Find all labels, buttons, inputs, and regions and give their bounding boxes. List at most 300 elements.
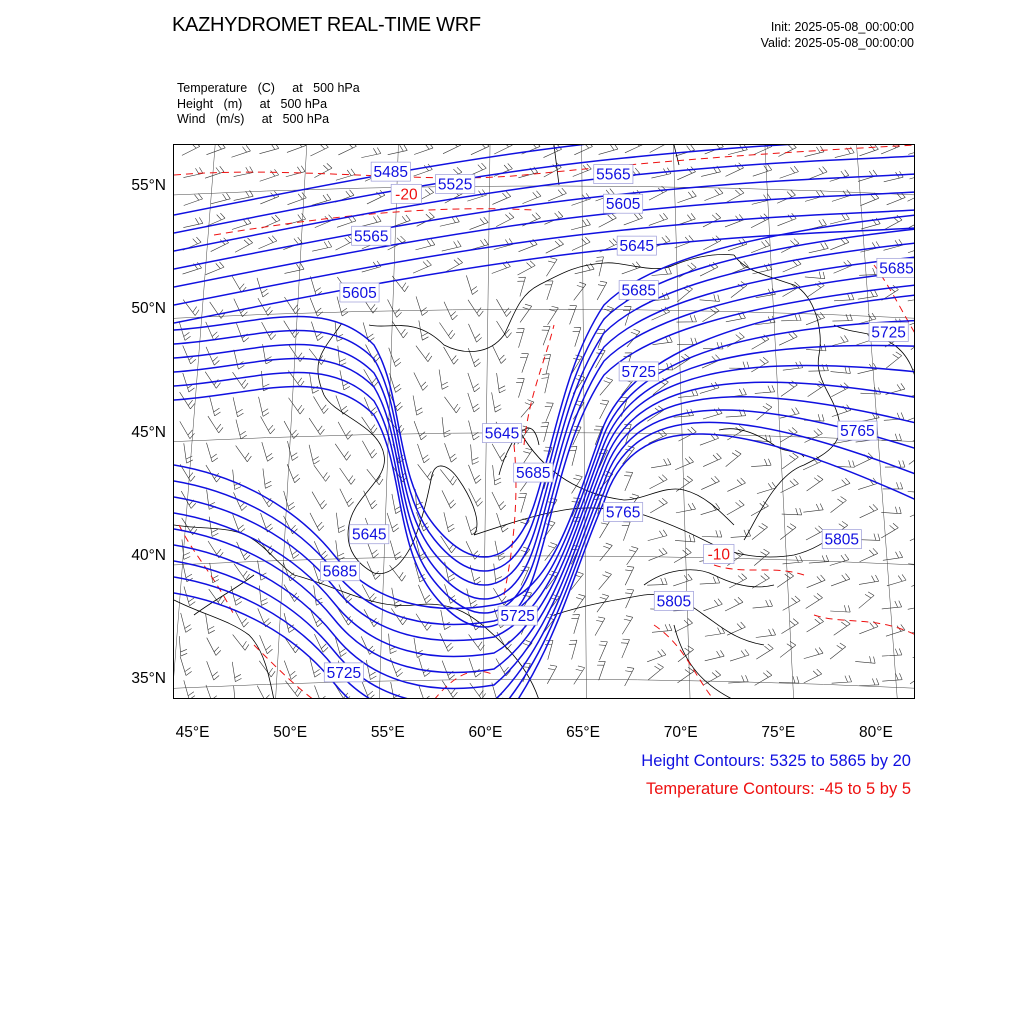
wind-barb — [439, 370, 448, 390]
wind-barb — [780, 641, 796, 657]
height-contour — [174, 257, 915, 599]
wind-barb — [496, 213, 514, 227]
wind-barb — [807, 617, 824, 632]
wind-barb — [909, 168, 915, 179]
wind-barb — [574, 666, 585, 684]
wind-barb — [651, 458, 671, 467]
wind-barb — [470, 217, 489, 230]
meridian-line — [582, 145, 587, 699]
wind-barb — [211, 238, 229, 252]
wind-barb — [882, 673, 902, 681]
wind-barb — [830, 170, 849, 182]
wind-barb — [259, 397, 269, 416]
wind-barb — [389, 348, 401, 367]
height-contour-label — [482, 424, 521, 443]
caucasus-border — [174, 525, 294, 615]
wind-barb — [388, 145, 408, 155]
wind-barb — [468, 300, 483, 317]
wind-barb — [234, 350, 245, 369]
wind-barb — [911, 574, 915, 587]
svg-text:5725: 5725 — [621, 363, 656, 381]
wind-barb — [211, 193, 230, 204]
height-contour-label — [838, 421, 877, 440]
wind-barb — [417, 212, 435, 226]
wind-barb — [547, 665, 557, 684]
wind-barb — [569, 640, 577, 659]
wind-barb — [260, 635, 273, 653]
wind-barb — [362, 216, 381, 227]
wind-barb — [907, 408, 915, 421]
wind-barb — [310, 145, 328, 156]
wind-barb — [757, 482, 776, 493]
wind-barb — [652, 336, 672, 345]
wind-barb — [571, 219, 590, 230]
wind-barb — [727, 388, 747, 397]
wind-barb — [336, 540, 345, 560]
wind-barb — [338, 346, 346, 366]
field-height: Height (m) at 500 hPa — [177, 96, 328, 111]
wind-barb — [887, 574, 906, 585]
wind-barb — [338, 422, 352, 440]
wind-barb — [284, 491, 295, 510]
wind-barb — [806, 526, 824, 540]
lon-tick-label: 65°E — [566, 724, 600, 741]
svg-text:5685: 5685 — [516, 465, 551, 483]
wind-barb — [675, 145, 694, 156]
height-contour-label — [514, 463, 553, 482]
wind-barb — [442, 417, 451, 437]
valid-time: Valid: 2025-05-08_00:00:00 — [760, 36, 914, 50]
wind-barb — [314, 465, 330, 481]
wind-barb — [831, 574, 850, 586]
meridian-line — [673, 145, 690, 699]
wind-barb — [807, 575, 826, 588]
wind-barb — [183, 217, 203, 227]
chart-title: KAZHYDROMET REAL-TIME WRF — [172, 14, 481, 36]
wind-barb — [518, 493, 526, 512]
wind-barb — [753, 600, 773, 608]
wind-barb — [442, 661, 455, 680]
wind-barb — [649, 548, 668, 561]
wind-barb — [778, 145, 796, 156]
lat-tick-label: 35°N — [131, 670, 166, 688]
wind-barb — [516, 379, 524, 398]
wind-barb — [908, 145, 915, 154]
wind-barb — [573, 328, 581, 347]
wind-barb — [206, 443, 217, 462]
wind-barb — [909, 448, 915, 464]
wind-barb — [574, 282, 586, 300]
wind-barb — [647, 649, 666, 661]
temperature-contour — [524, 325, 554, 445]
wind-barb — [206, 347, 219, 365]
wind-barb — [263, 468, 272, 488]
wind-barb — [572, 237, 590, 250]
wind-barb — [469, 489, 483, 507]
wind-barb — [205, 372, 220, 389]
wind-barb — [520, 354, 528, 373]
wind-barb — [725, 163, 743, 177]
wind-barb — [336, 513, 345, 533]
wind-barb — [184, 193, 203, 205]
wind-barb — [414, 373, 428, 391]
wind-barb — [751, 459, 771, 467]
wind-barb — [541, 374, 549, 393]
wind-barb — [909, 312, 915, 324]
height-contour-label — [869, 322, 908, 341]
wind-barb — [673, 574, 692, 586]
wind-barb — [881, 507, 901, 514]
wind-barb — [419, 657, 431, 676]
wind-barb — [883, 482, 903, 489]
wind-barb — [599, 213, 617, 227]
wind-barb — [831, 383, 849, 397]
wind-barb — [910, 625, 915, 633]
lon-tick-label: 75°E — [761, 724, 796, 741]
lon-tick-label: 70°E — [663, 724, 698, 741]
svg-text:-10: -10 — [707, 546, 730, 564]
height-contour-label — [619, 281, 658, 300]
wind-barb — [445, 562, 455, 582]
wind-barb — [705, 627, 725, 636]
height-contour-label — [371, 162, 410, 181]
wind-barb — [206, 685, 218, 699]
wind-barb — [805, 272, 825, 279]
wind-barb — [755, 385, 775, 393]
lat-tick-label: 40°N — [131, 546, 166, 564]
wind-barb — [675, 457, 693, 470]
wind-barb — [727, 500, 744, 515]
svg-text:5765: 5765 — [605, 504, 641, 522]
wind-barb — [675, 618, 693, 632]
lat-tick-label: 45°N — [131, 423, 166, 441]
wind-barb — [648, 664, 663, 680]
wind-barb — [469, 658, 481, 677]
wind-barb — [625, 589, 634, 608]
wind-barb — [596, 257, 604, 276]
wind-barb — [492, 345, 506, 363]
svg-text:5805: 5805 — [824, 531, 860, 549]
wind-barb — [730, 649, 749, 661]
wind-barb — [756, 644, 773, 659]
wind-barb — [314, 686, 326, 699]
height-contour-label — [822, 530, 861, 549]
height-contour-label — [877, 258, 915, 277]
wind-barb — [832, 478, 850, 491]
height-contour-label — [654, 591, 693, 610]
wind-barb — [882, 601, 902, 609]
wind-barb — [442, 241, 461, 252]
wind-barb — [340, 468, 356, 484]
svg-text:5765: 5765 — [840, 423, 875, 441]
wind-barb — [703, 453, 721, 466]
wind-barb — [444, 397, 460, 413]
wind-barb — [726, 450, 741, 466]
wind-barb — [468, 393, 480, 412]
wind-barb — [541, 422, 549, 441]
height-contour-label — [604, 194, 643, 213]
wind-barb — [470, 565, 481, 584]
wind-barb — [600, 519, 610, 538]
wind-barb — [544, 211, 562, 224]
wind-barb — [625, 566, 634, 585]
wind-barb — [414, 421, 426, 440]
wind-barb — [622, 262, 641, 274]
height-contour-label — [350, 525, 389, 544]
wind-barb — [830, 554, 849, 565]
wind-barb — [258, 298, 273, 315]
wind-barb — [909, 385, 915, 397]
wind-barb — [310, 658, 321, 677]
height-contour-legend: Height Contours: 5325 to 5865 by 20 — [641, 752, 911, 770]
wind-barb — [703, 408, 722, 419]
wind-barb — [413, 260, 431, 273]
height-contour-label — [498, 606, 537, 625]
meridian-line — [483, 145, 490, 699]
wind-barb — [310, 513, 324, 531]
wind-barb — [777, 190, 795, 203]
wind-barb — [808, 167, 827, 180]
wind-barb — [287, 539, 299, 558]
graticule — [174, 145, 915, 699]
wind-barb — [179, 321, 191, 340]
wind-barb — [390, 658, 402, 677]
wind-barb — [574, 594, 585, 612]
wind-barb — [392, 321, 407, 338]
wind-barb — [284, 585, 299, 602]
wind-barb — [207, 661, 219, 680]
wind-barb — [210, 563, 219, 583]
wind-barb — [362, 441, 376, 458]
wind-barb — [803, 504, 823, 513]
wind-barb — [445, 443, 457, 462]
wind-barb — [859, 145, 878, 156]
wind-barb — [206, 145, 225, 155]
wind-barb — [908, 599, 915, 609]
wind-barb — [183, 373, 195, 392]
wind-barb — [886, 352, 902, 368]
wind-barb — [860, 534, 880, 541]
height-contour — [174, 145, 915, 233]
wind-barb — [496, 299, 511, 316]
wind-barb — [756, 629, 776, 638]
wind-barb — [182, 145, 200, 155]
wind-barb — [543, 354, 551, 373]
svg-text:5725: 5725 — [500, 608, 535, 626]
wind-barb — [548, 188, 566, 201]
svg-text:5725: 5725 — [871, 324, 906, 342]
map-panel[interactable] — [173, 144, 915, 699]
wind-barb — [443, 145, 461, 154]
wind-barb — [444, 302, 457, 320]
svg-text:5645: 5645 — [484, 425, 520, 443]
wind-barb — [677, 191, 696, 203]
wind-barb — [677, 167, 695, 180]
wind-barb — [442, 490, 456, 508]
wind-barb — [493, 465, 502, 485]
wind-barb — [729, 362, 749, 369]
wind-barb — [494, 145, 512, 154]
wind-barb — [233, 635, 249, 651]
wind-barb — [704, 188, 723, 201]
wind-barb — [287, 145, 306, 152]
wind-barb — [257, 686, 271, 699]
wind-barb — [310, 374, 319, 394]
temperature-contour-label — [391, 184, 421, 203]
parallel-line — [174, 679, 915, 688]
field-list — [177, 81, 360, 128]
wind-barb — [236, 420, 247, 439]
wind-barb — [600, 378, 613, 396]
wind-barb — [860, 548, 878, 561]
height-contour — [174, 271, 915, 613]
svg-text:5645: 5645 — [352, 526, 387, 544]
lon-tick-label: 55°E — [370, 724, 405, 741]
height-contour — [174, 345, 915, 640]
wind-barb — [777, 572, 793, 587]
wind-barb — [469, 421, 480, 440]
wind-barb — [883, 551, 903, 560]
wind-barb — [286, 166, 305, 177]
wind-barb — [390, 565, 406, 581]
wind-barb — [416, 296, 428, 315]
wind-barb — [258, 236, 276, 249]
height-contour-label — [340, 283, 379, 302]
wind-barb — [860, 241, 879, 252]
wind-barb — [809, 555, 829, 563]
wind-barb — [231, 145, 250, 157]
wind-barb — [232, 662, 241, 682]
wind-barb — [859, 575, 879, 584]
wind-barb — [471, 145, 489, 155]
height-contour — [174, 410, 915, 699]
wind-barb — [545, 281, 553, 300]
wind-barb — [520, 304, 532, 322]
wind-barb — [545, 640, 553, 659]
height-contour — [174, 228, 915, 323]
wind-barb — [284, 661, 296, 680]
wind-barb — [546, 239, 564, 253]
wind-barb — [497, 373, 506, 393]
wind-barb — [389, 634, 397, 654]
wind-barb — [208, 416, 223, 433]
lon-tick-label: 80°E — [859, 724, 893, 741]
wind-barb — [600, 543, 613, 561]
wind-barb — [471, 444, 479, 464]
wind-barb — [597, 281, 607, 300]
height-contour-label — [594, 165, 633, 184]
wind-barb — [703, 213, 721, 227]
wind-barb — [859, 268, 879, 275]
wind-barb — [804, 647, 823, 658]
wind-barb — [911, 334, 915, 350]
wind-barb — [647, 578, 667, 585]
wind-barb — [627, 547, 638, 565]
wind-barb — [599, 145, 618, 154]
temperature-contours — [174, 145, 915, 699]
wind-barb — [262, 215, 280, 228]
wind-barb — [755, 671, 772, 686]
init-time: Init: 2025-05-08_00:00:00 — [770, 20, 914, 34]
wind-barb — [283, 237, 302, 249]
wind-barb — [414, 145, 433, 155]
wind-barb — [676, 315, 696, 322]
wind-barb — [469, 634, 485, 650]
wind-barb — [361, 147, 381, 157]
wind-barb — [782, 508, 802, 515]
wind-barb — [913, 361, 915, 369]
wind-barb — [258, 538, 274, 554]
wind-barb — [595, 617, 605, 636]
wind-barb — [234, 299, 248, 317]
wind-barb — [492, 191, 510, 204]
wind-barb — [780, 524, 796, 540]
wind-barb — [703, 671, 720, 686]
height-contour — [174, 215, 915, 557]
wind-barb — [259, 145, 278, 154]
wind-barb — [832, 675, 852, 683]
wind-barb — [751, 357, 768, 372]
wind-barb — [364, 609, 378, 626]
wind-barb — [830, 605, 850, 612]
wind-barb — [235, 238, 253, 252]
field-temperature: Temperature (C) at 500 hPa — [177, 81, 360, 95]
temperature-contour-label — [704, 544, 734, 563]
wind-barb — [309, 418, 324, 435]
wind-barb — [805, 190, 824, 201]
wind-barb — [258, 490, 273, 507]
wind-barb — [362, 681, 375, 699]
wind-barb — [234, 166, 254, 176]
wind-barb — [439, 323, 455, 339]
wind-barb — [726, 188, 744, 202]
height-contour-label — [604, 503, 643, 522]
wind-barb — [492, 492, 506, 510]
wind-barb — [599, 572, 612, 590]
wind-barb — [728, 145, 747, 155]
wind-barb — [571, 615, 579, 634]
temperature-contour — [179, 525, 234, 615]
wind-barb — [753, 164, 772, 176]
height-contours — [174, 145, 915, 699]
height-contour-label — [436, 174, 475, 193]
pakistan-border — [674, 625, 734, 699]
wind-barb — [260, 169, 279, 181]
svg-text:5485: 5485 — [373, 164, 408, 182]
svg-text:5805: 5805 — [656, 593, 692, 611]
wind-barb — [650, 475, 668, 489]
field-wind: Wind (m/s) at 500 hPa — [177, 112, 330, 126]
wind-barb — [884, 171, 903, 182]
wind-barb — [830, 643, 846, 659]
wind-barb — [181, 613, 192, 632]
wind-barb — [829, 335, 848, 346]
wind-barb — [806, 593, 823, 608]
wind-barb — [517, 277, 525, 296]
wind-barb — [335, 444, 351, 460]
wind-barb — [624, 472, 633, 491]
wind-barb — [702, 530, 722, 537]
wind-barb — [783, 596, 800, 610]
wind-barb — [516, 329, 524, 348]
wind-barb — [417, 444, 429, 463]
wind-barb — [782, 453, 798, 469]
wind-barb — [234, 609, 248, 627]
wind-barb — [881, 523, 898, 538]
wind-barb — [237, 542, 250, 560]
wind-barb — [908, 486, 915, 493]
wind-barb — [546, 258, 557, 277]
